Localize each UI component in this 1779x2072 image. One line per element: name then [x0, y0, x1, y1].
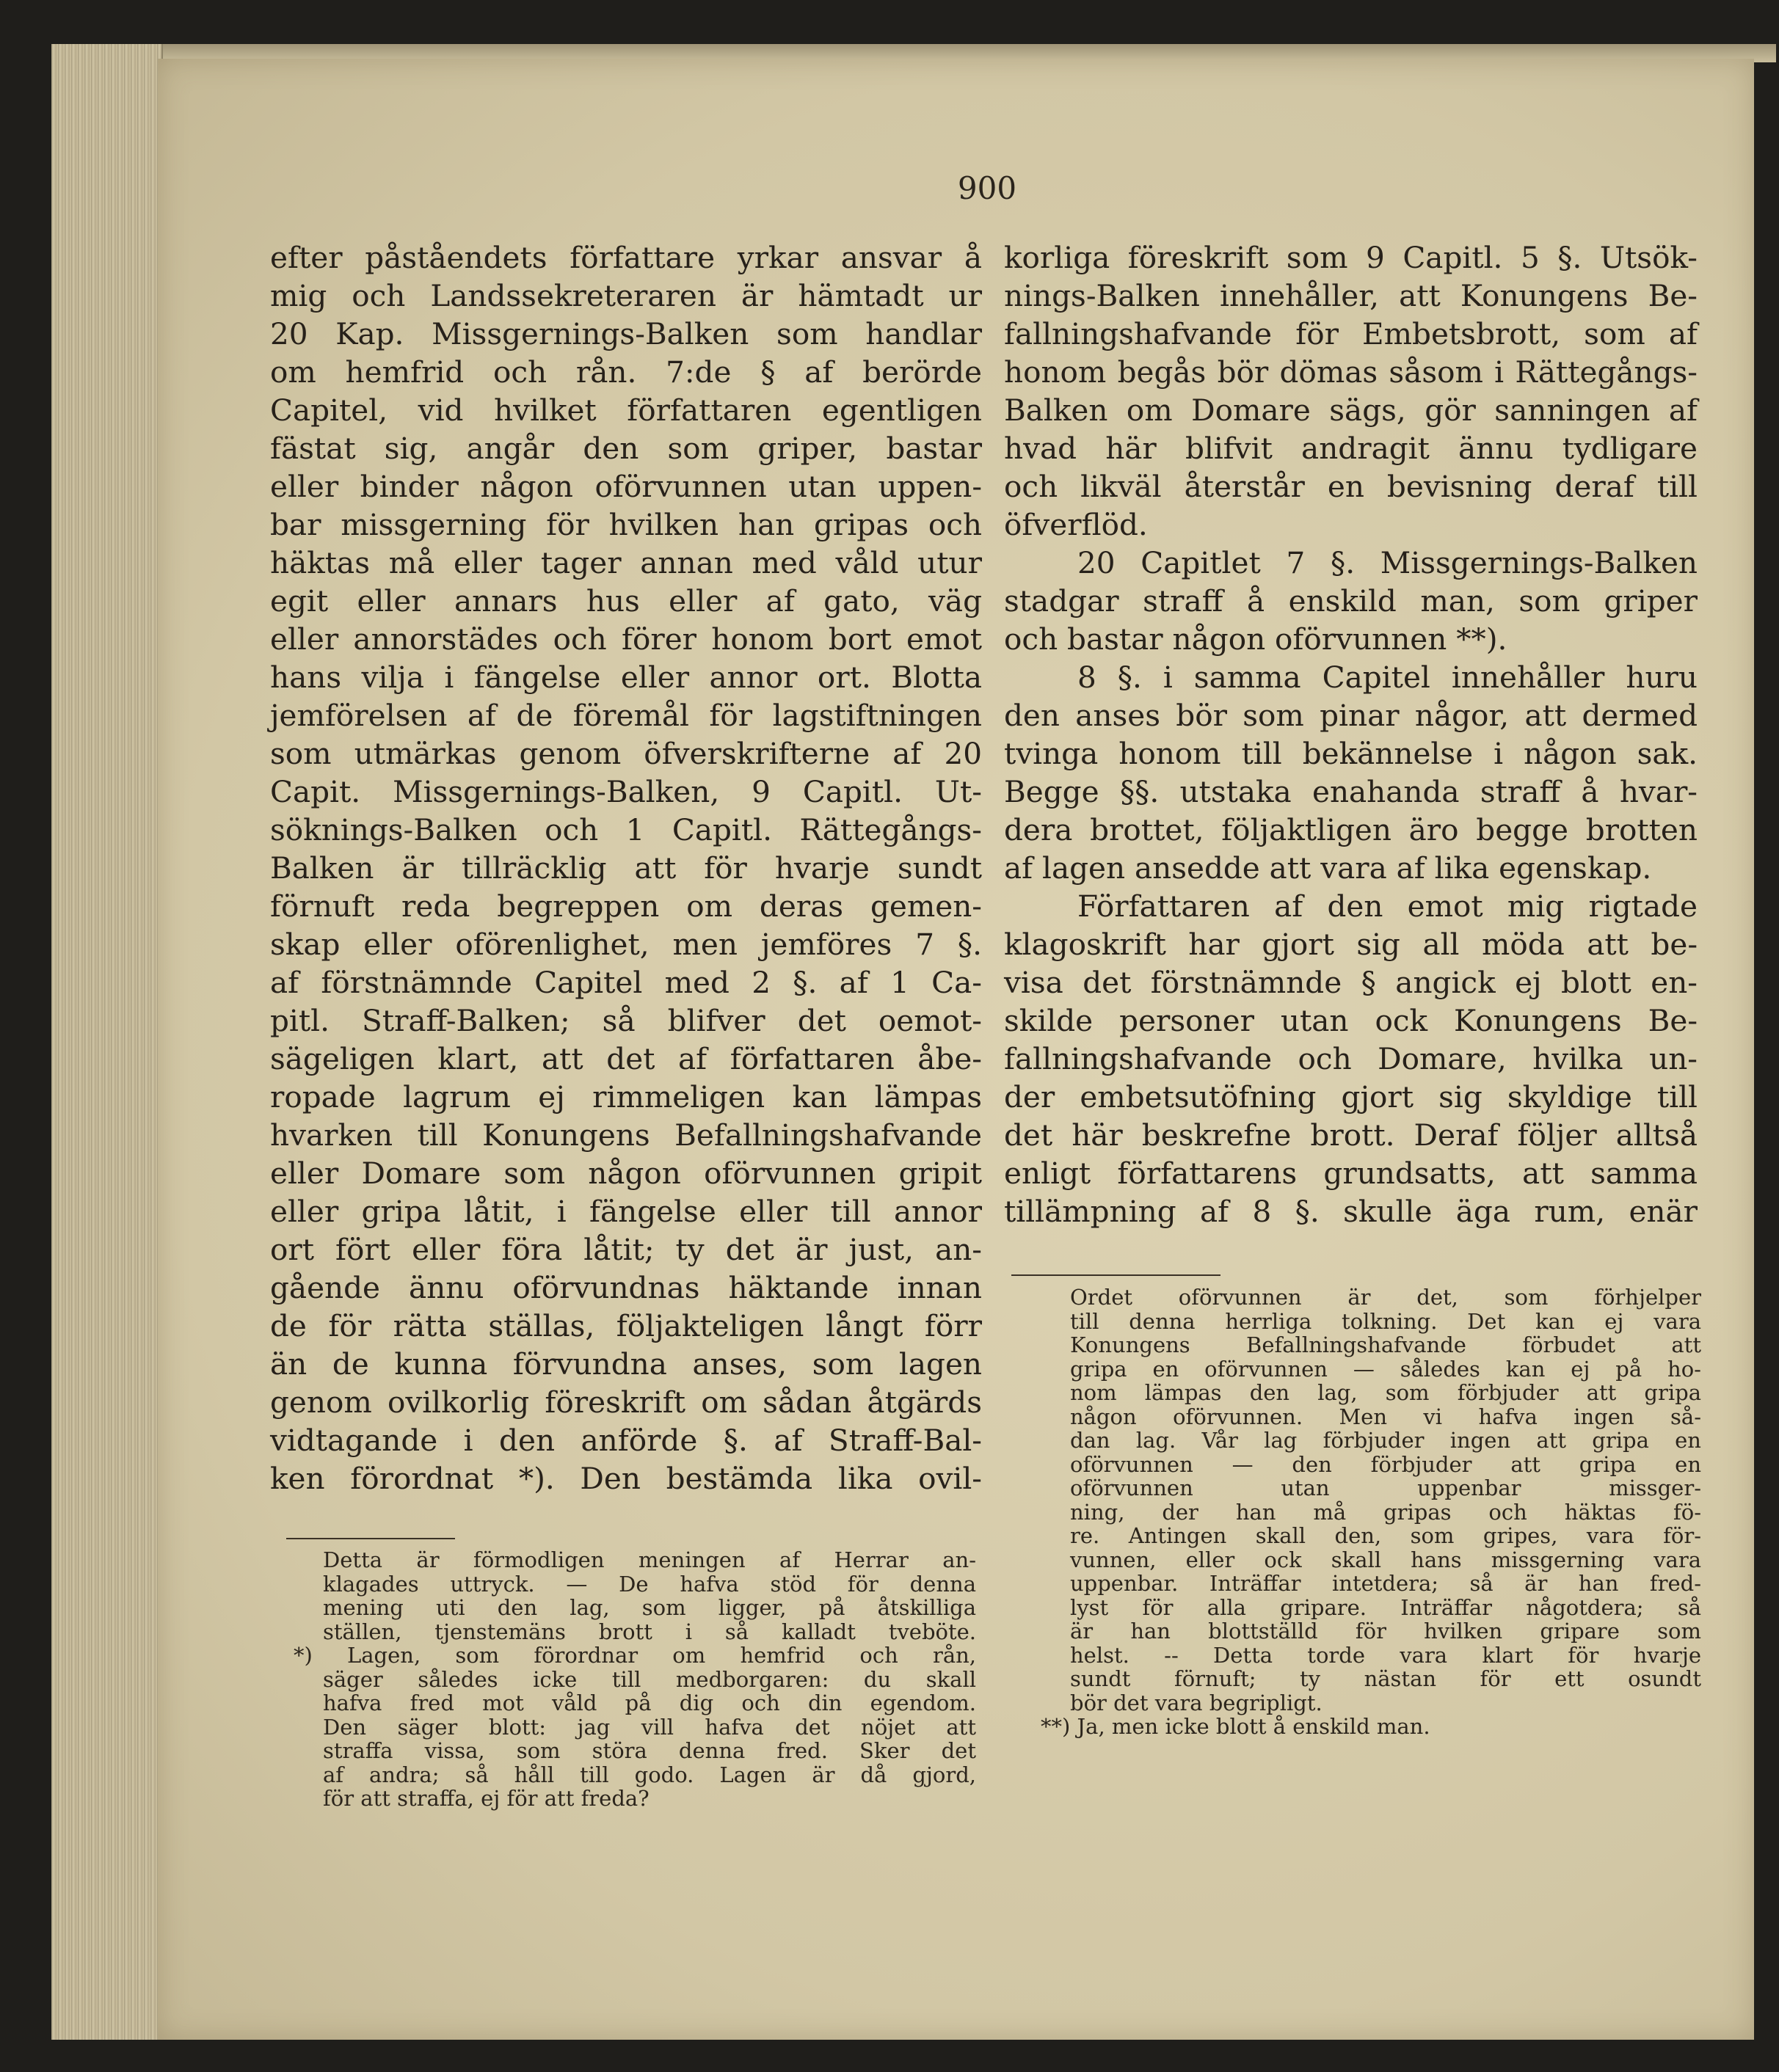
text-line: häktas må eller tager annan med våld utur [270, 545, 982, 580]
text-line: hans vilja i fängelse eller annor ort. Blotta [270, 660, 982, 695]
text-line: ort fört eller föra låtit; ty det är just, an- [270, 1232, 982, 1267]
footnote-line: Detta är förmodligen meningen af Herrar an- [323, 1547, 976, 1572]
footnote-line: gripa en oförvunnen — således kan ej på ho- [1070, 1356, 1701, 1382]
text-line: Balken är tillräcklig att för hvarje sundt [270, 850, 982, 886]
footnote-line: af andra; så håll till godo. Lagen är då gjord, [323, 1762, 976, 1787]
text-line: visa det förstnämnde § angick ej blott en- [1004, 965, 1698, 1000]
footnote-line: ställen, tjenstemäns brott i så kalladt tveböte. [323, 1619, 976, 1644]
text-line: fallningshafvande för Embetsbrott, som af [1004, 316, 1698, 351]
footnote-line: Den säger blott: jag vill hafva det nöjet att [323, 1714, 976, 1740]
text-line: stadgar straff å enskild man, som griper [1004, 583, 1698, 619]
footnote-line: säger således icke till medborgaren: du skall [323, 1666, 976, 1692]
text-line: eller gripa låtit, i fängelse eller till annor [270, 1194, 982, 1229]
text-line: egit eller annars hus eller af gato, väg [270, 583, 982, 619]
text-line: ken förordnat *). Den bestämda lika ovil- [270, 1461, 982, 1496]
text-line: genom ovilkorlig föreskrift om sådan åtgärds [270, 1385, 982, 1420]
footnote-line: sundt förnuft; ty nästan för ett osundt [1070, 1666, 1701, 1691]
footnote-line: mening uti den lag, som ligger, på åtskilliga [323, 1595, 976, 1620]
text-line: om hemfrid och rån. 7:de § af berörde [270, 354, 982, 390]
text-line: af lagen ansedde att vara af lika egenskap. [1004, 850, 1652, 886]
footnote-line: någon oförvunnen. Men vi hafva ingen så- [1070, 1404, 1701, 1429]
left-text-column [270, 238, 982, 1498]
footnote-line: Ordet oförvunnen är det, som förhjelper [1070, 1285, 1701, 1310]
right-text-column [1004, 238, 1698, 1230]
text-line: 8 §. i samma Capitel innehåller huru [1077, 660, 1698, 695]
footnote-line: **) Ja, men icke blott å enskild man. [1041, 1714, 1430, 1739]
text-line: fallningshafvande och Domare, hvilka un- [1004, 1041, 1698, 1076]
text-line: nings-Balken innehåller, att Konungens Be- [1004, 278, 1698, 313]
text-line: och likväl återstår en bevisning deraf till [1004, 469, 1698, 504]
text-line: honom begås bör dömas såsom i Rättegångs- [1004, 354, 1698, 390]
text-line: dera brottet, följaktligen äro begge brotten [1004, 812, 1698, 847]
text-line: sägeligen klart, att det af författaren åbe- [270, 1041, 982, 1076]
text-line: korliga föreskrift som 9 Capitl. 5 §. Utsök- [1004, 240, 1698, 275]
text-line: efter påståendets författare yrkar ansvar å [270, 240, 982, 275]
text-line: eller binder någon oförvunnen utan uppen- [270, 469, 982, 504]
footnote-line: helst. -- Detta torde vara klart för hvarje [1070, 1642, 1701, 1668]
text-line: fästat sig, angår den som griper, bastar [270, 431, 982, 466]
right-footnote [1041, 1285, 1701, 1739]
footnote-divider [286, 1538, 455, 1539]
text-line: än de kunna förvundna anses, som lagen [270, 1346, 982, 1382]
text-line: och bastar någon oförvunnen **). [1004, 621, 1507, 657]
text-line: eller Domare som någon oförvunnen gripit [270, 1156, 982, 1191]
text-line: Capitel, vid hvilket författaren egentligen [270, 393, 982, 428]
text-line: söknings-Balken och 1 Capitl. Rättegångs- [270, 812, 982, 847]
text-line: Författaren af den emot mig rigtade [1077, 889, 1698, 924]
footnote-line: vunnen, eller ock skall hans missgerning vara [1070, 1547, 1701, 1572]
footnote-line: till denna herrliga tolkning. Det kan ej vara [1070, 1308, 1701, 1334]
text-line: 20 Capitlet 7 §. Missgernings-Balken [1077, 545, 1698, 580]
text-line: Capit. Missgernings-Balken, 9 Capitl. Ut- [270, 774, 982, 809]
text-line: den anses bör som pinar någor, att dermed [1004, 698, 1698, 733]
footnote-line: Konungens Befallningshafvande förbudet att [1070, 1332, 1701, 1357]
text-line: mig och Landssekreteraren är hämtadt ur [270, 278, 982, 313]
footnote-line: lyst för alla gripare. Inträffar någotdera; så [1070, 1594, 1701, 1620]
footnote-line: dan lag. Vår lag förbjuder ingen att gripa en [1070, 1428, 1701, 1453]
text-line: tillämpning af 8 §. skulle äga rum, enär [1004, 1194, 1698, 1229]
footnote-line: för att straffa, ej för att freda? [323, 1786, 650, 1811]
text-line: de för rätta ställas, följakteligen långt förr [270, 1308, 982, 1343]
page-stack-edges [51, 44, 163, 2040]
footnote-line: bör det vara begripligt. [1070, 1690, 1323, 1715]
page-number: 900 [957, 170, 1017, 206]
text-line: klagoskrift har gjort sig all möda att be- [1004, 927, 1698, 962]
text-line: pitl. Straff-Balken; så blifver det oemot- [270, 1003, 982, 1038]
footnote-line: straffa vissa, som störa denna fred. Sker det [323, 1738, 976, 1763]
text-line: bar missgerning för hvilken han gripas och [270, 507, 982, 542]
footnote-line: ning, der han må gripas och häktas fö- [1070, 1499, 1701, 1525]
footnote-line: re. Antingen skall den, som gripes, vara för- [1070, 1523, 1701, 1548]
text-line: af förstnämnde Capitel med 2 §. af 1 Ca- [270, 965, 982, 1000]
footnote-line: nom lämpas den lag, som förbjuder att gripa [1070, 1380, 1701, 1405]
footnote-line: klagades uttryck. — De hafva stöd för denna [323, 1571, 976, 1597]
text-line: Begge §§. utstaka enahanda straff å hvar- [1004, 774, 1698, 809]
text-line: vidtagande i den anförde §. af Straff-Bal- [270, 1423, 982, 1458]
text-line: tvinga honom till bekännelse i någon sak. [1004, 736, 1698, 771]
text-line: ropade lagrum ej rimmeligen kan lämpas [270, 1079, 982, 1115]
text-line: som utmärkas genom öfverskrifterne af 20 [270, 736, 982, 771]
footnote-divider [1011, 1274, 1220, 1276]
left-footnote [294, 1547, 976, 1811]
footnote-line: uppenbar. Inträffar intetdera; så är han fred- [1070, 1571, 1701, 1596]
text-line: der embetsutöfning gjort sig skyldige till [1004, 1079, 1698, 1115]
text-line: det här beskrefne brott. Deraf följer alltså [1004, 1117, 1698, 1153]
footnote-line: är han blottställd för hvilken gripare som [1070, 1619, 1701, 1644]
footnote-line: oförvunnen — den förbjuder att gripa en [1070, 1451, 1701, 1477]
text-line: enligt författarens grundsatts, att samma [1004, 1156, 1698, 1191]
text-line: jemförelsen af de föremål för lagstiftningen [270, 698, 982, 733]
text-line: skap eller oförenlighet, men jemföres 7 §. [270, 927, 982, 962]
text-line: hvad här blifvit andragit ännu tydligare [1004, 431, 1698, 466]
text-line: 20 Kap. Missgernings-Balken som handlar [270, 316, 982, 351]
footnote-line: hafva fred mot våld på dig och din egendom. [323, 1690, 976, 1715]
text-line: Balken om Domare sägs, gör sanningen af [1004, 393, 1698, 428]
text-line: förnuft reda begreppen om deras gemen- [270, 889, 982, 924]
footnote-line: oförvunnen utan uppenbar missger- [1070, 1475, 1701, 1500]
text-line: skilde personer utan ock Konungens Be- [1004, 1003, 1698, 1038]
text-line: gående ännu oförvundnas häktande innan [270, 1270, 982, 1305]
text-line: eller annorstädes och förer honom bort emot [270, 621, 982, 657]
footnote-line: *) Lagen, som förordnar om hemfrid och rån, [294, 1643, 976, 1668]
text-line: öfverflöd. [1004, 507, 1148, 542]
text-line: hvarken till Konungens Befallningshafvande [270, 1117, 982, 1153]
